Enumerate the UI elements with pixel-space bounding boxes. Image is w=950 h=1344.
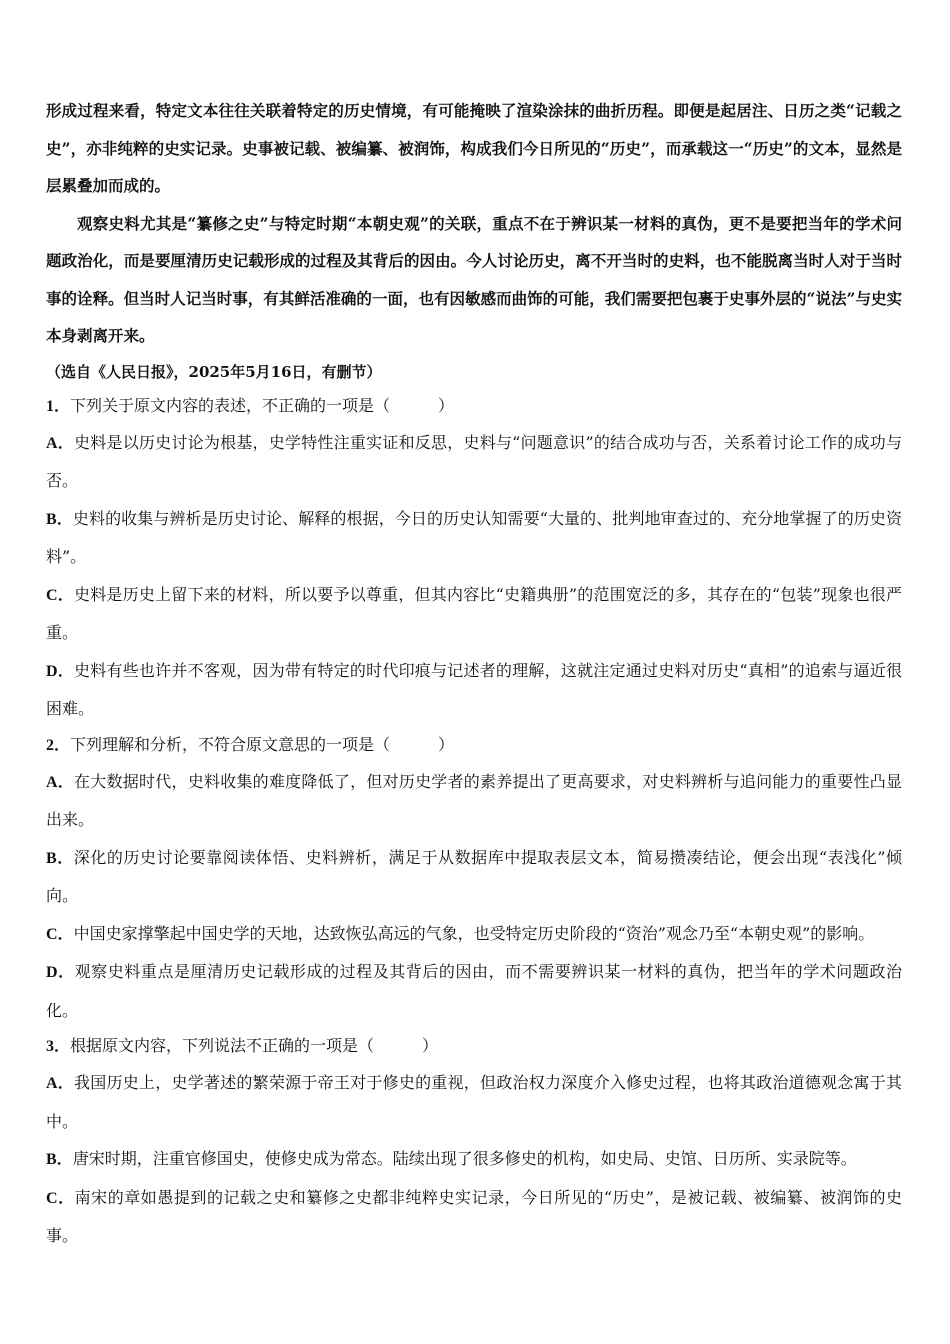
option-text: 深化的历史讨论要靠阅读体悟、史料辨析，满足于从数据库中提取表层文本，简易攒凑结论，便会出现“表浅化”倾向。 [46,847,902,905]
option-text: 我国历史上，史学著述的繁荣源于帝王对于修史的重视，但政治权力深度介入修史过程，也将其政治道德观念寓于其中。 [46,1073,902,1131]
passage-paragraph-1: 形成过程来看，特定文本往往关联着特定的历史情境，有可能掩映了渲染涂抹的曲折历程。即便是起居注、日历之类“记载之史”，亦非纯粹的史实记录。史事被记载、被编纂、被润饰，构成我们今日所见的“历史”，而承载这一“历史”的文本，显然是层累叠加而成的。 [46,101,902,195]
question-stem [46,1029,902,1064]
option-text: 南宋的章如愚提到的记载之史和纂修之史都非纯粹史实记录，今日所见的“历史”，是被记载、被编纂、被润饰的史事。 [46,1187,902,1245]
option-c [46,576,902,652]
option-d [46,953,902,1029]
option-label: A． [46,773,75,791]
option-b [46,500,902,576]
option-text: 观察史料重点是厘清历史记载形成的过程及其背后的因由，而不需要辨识某一材料的真伪，把当年的学术问题政治化。 [46,962,902,1020]
option-label: B． [46,510,73,528]
option-label: D． [46,964,75,981]
option-a [46,1064,902,1140]
option-text: 史料有些也许并不客观，因为带有特定的时代印痕与记述者的理解，这就注定通过史料对历史“真相”的追索与逼近很困难。 [46,660,902,718]
option-label: A． [46,1075,75,1092]
question-text: 下列理解和分析，不符合原文意思的一项是（ ） [70,734,455,754]
question-1 [46,389,902,728]
option-c [46,915,902,954]
option-label: C． [46,586,74,604]
question-stem [46,728,902,763]
option-text: 史料的收集与辨析是历史讨论、解释的根据，今日的历史认知需要“大量的、批判地审查过的、充分地掌握了的历史资料”。 [46,508,902,566]
question-text: 根据原文内容，下列说法不正确的一项是（ ） [70,1036,439,1055]
question-2 [46,728,902,1030]
option-label: B． [46,849,74,867]
option-a [46,424,902,500]
passage-paragraph-2: 观察史料尤其是“纂修之史”与特定时期“本朝史观”的关联，重点不在于辨识某一材料的真伪，更不是要把当年的学术问题政治化，而是要厘清历史记载形成的过程及其背后的因由。今人讨论历史，离不开当时的史料，也不能脱离当时人对于当时事的诠释。但当时人记当时事，有其鲜活准确的一面，也有因敏感而曲饰的可能，我们需要把包裹于史事外层的“说法”与史实本身剥离开来。 [46,213,902,345]
option-c [46,1179,902,1255]
option-label: A． [46,434,75,452]
option-b [46,1140,902,1179]
question-3 [46,1029,902,1255]
option-text: 在大数据时代，史料收集的难度降低了，但对历史学者的素养提出了更高要求，对史料辨析与追问能力的重要性凸显出来。 [46,771,902,829]
option-label: D． [46,662,75,680]
option-text: 史料是以历史讨论为根基，史学特性注重实证和反思，史料与“问题意识”的结合成功与否，关系着讨论工作的成功与否。 [46,432,902,490]
option-b [46,839,902,915]
question-number: 3． [46,1038,71,1055]
option-a [46,763,902,839]
question-number: 2． [46,736,71,754]
option-label: B． [46,1151,73,1168]
option-text: 史料是历史上留下来的材料，所以要予以尊重，但其内容比“史籍典册”的范围宽泛的多，其存在的“包装”现象也很严重。 [46,584,902,642]
question-text: 下列关于原文内容的表述，不正确的一项是（ ） [70,395,455,415]
question-number: 1． [46,397,71,415]
source-citation: （选自《人民日报》，2025年5月16日，有删节） [46,362,382,381]
option-d [46,652,902,728]
option-label: C． [46,1189,75,1207]
question-stem [46,389,902,424]
option-text: 唐宋时期，注重官修国史，使修史成为常态。陆续出现了很多修史的机构，如史局、史馆、日历所、实录院等。 [72,1149,857,1168]
option-text: 中国史家撑擎起中国史学的天地，达致恢弘高远的气象，也受特定历史阶段的“资治”观念乃至“本朝史观”的影响。 [73,923,875,943]
option-label: C． [46,925,74,943]
document-page [46,92,902,1255]
